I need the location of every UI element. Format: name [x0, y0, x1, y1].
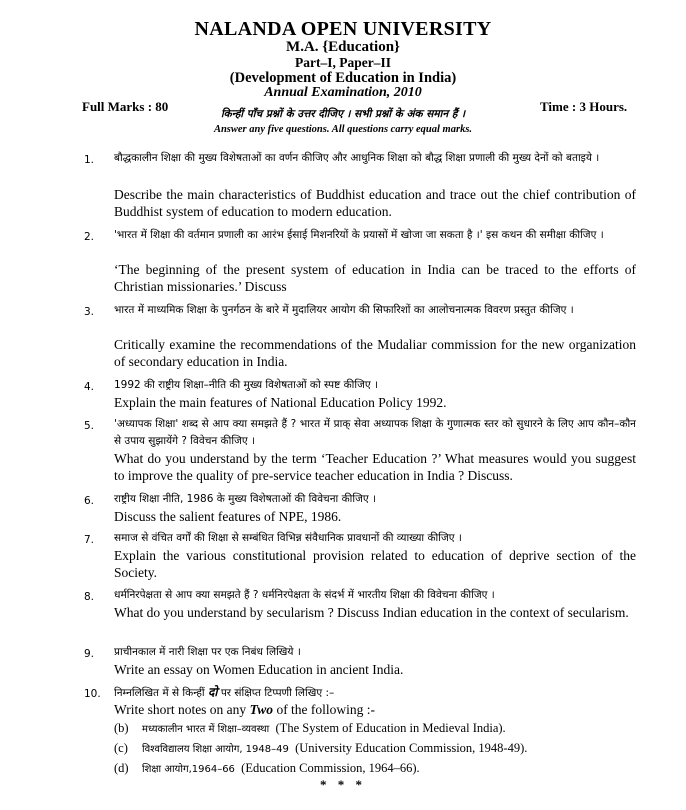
q10-option	[114, 761, 654, 776]
question-hindi: राष्ट्रीय शिक्षा नीति, 1986 के मुख्य विशेषताओं की विवेचना कीजिए ।	[114, 493, 377, 505]
question-english: Write an essay on Women Education in ancient India.	[114, 662, 404, 677]
university-title: NALANDA OPEN UNIVERSITY	[194, 18, 492, 40]
question-hindi: 'भारत में शिक्षा की वर्तमान प्रणाली का आरंभ ईसाई मिशनरियों के प्रयासों में खोजा जा सकता है ।' इस कथन की समीक्षा कीजिए ।	[114, 229, 604, 241]
option-english: (University Education Commission, 1948-49).	[295, 741, 528, 755]
question-number: 5.	[84, 420, 95, 432]
q10-english-bold: Two	[249, 702, 274, 717]
question-english: Critically examine the recommendations of the Mudaliar commission for the new organization of secondary education in India.	[114, 337, 636, 369]
question-english: What do you understand by the term ‘Teacher Education ?’ What measures would you suggest to improve the quality of pre-service teacher education in India ? Discuss.	[114, 451, 636, 483]
full-marks: Full Marks : 80	[82, 99, 169, 114]
question-english: ‘The beginning of the present system of education in India can be traced to the efforts of Christian missionaries.’ Discuss	[114, 262, 636, 294]
question-number: 7.	[84, 534, 95, 546]
instruction-english: Answer any five questions. All questions carry equal marks.	[213, 124, 473, 135]
question-hindi: बौद्धकालीन शिक्षा की मुख्य विशेषताओं का वर्णन कीजिए और आधुनिक शिक्षा को बौद्ध शिक्षा प्रणाली की मुख्य देनों को बताइये ।	[114, 152, 600, 164]
question-english: Discuss the salient features of NPE, 1986.	[114, 509, 342, 524]
q10-option	[114, 741, 654, 756]
instruction-hindi: किन्हीं पाँच प्रश्नों के उत्तर दीजिए । सभी प्रश्नों के अंक समान हैं ।	[220, 108, 466, 120]
question-number: 1.	[84, 154, 95, 166]
question-number: 9.	[84, 648, 95, 660]
end-stars: * * *	[320, 777, 366, 792]
option-label: (b)	[114, 721, 129, 735]
option-english: (The System of Education in Medieval India).	[275, 721, 506, 735]
option-label: (d)	[114, 761, 129, 775]
question-english: Explain the various constitutional provision related to education of deprive section of the Society.	[114, 548, 636, 580]
option-hindi: शिक्षा आयोग,1964–66	[142, 764, 235, 775]
subject-title: (Development of Education in India)	[229, 70, 457, 86]
q10-english-post: of the following :-	[276, 702, 376, 717]
q10-hindi-post: पर संक्षिप्त टिप्पणी लिखिए :–	[220, 687, 335, 699]
question-hindi: 1992 की राष्ट्रीय शिक्षा–नीति की मुख्य विशेषताओं को स्पष्ट कीजिए ।	[114, 379, 378, 391]
q10-option	[114, 721, 654, 736]
question-english: What do you understand by secularism ? Discuss Indian education in the context of secularism.	[114, 605, 629, 620]
option-label: (c)	[114, 741, 128, 755]
question-number: 4.	[84, 381, 95, 393]
time-allowed: Time : 3 Hours.	[540, 99, 628, 114]
question-hindi	[114, 684, 636, 702]
question-english	[114, 701, 636, 718]
degree-title: M.A. {Education}	[286, 39, 400, 55]
question-hindi: प्राचीनकाल में नारी शिक्षा पर एक निबंध लिखिये ।	[114, 646, 301, 658]
question-number: 8.	[84, 591, 95, 603]
part-paper: Part–I, Paper–II	[295, 55, 391, 70]
question-hindi: भारत में माध्यमिक शिक्षा के पुनर्गठन के बारे में मुदालियर आयोग की सिफारिशों का आलोचनात्मक विवरण प्रस्तुत कीजिए ।	[114, 304, 574, 316]
question-hindi: समाज से वंचित वर्गों की शिक्षा से सम्बंधित विभिन्न संवैधानिक प्रावधानों की व्याख्या कीजिए ।	[114, 532, 462, 544]
exam-title: Annual Examination, 2010	[264, 85, 422, 100]
question-number: 6.	[84, 495, 95, 507]
q10-hindi-bold: दो	[208, 685, 218, 699]
question-english: Explain the main features of National Education Policy 1992.	[114, 395, 447, 410]
q10-english-pre: Write short notes on any	[114, 702, 247, 717]
question-hindi: धर्मनिरपेक्षता से आप क्या समझते हैं ? धर्मनिरपेक्षता के संदर्भ में भारतीय शिक्षा की विवेचना कीजिए ।	[114, 589, 495, 601]
option-english: (Education Commission, 1964–66).	[241, 761, 420, 775]
question-hindi: 'अध्यापक शिक्षा' शब्द से आप क्या समझते हैं ? भारत में प्राक् सेवा अध्यापक शिक्षा के गुणात्मक स्तर को सुधारने के लिए आप कौन–कौन से उपाय सुझायेंगे ? विवेचन कीजिए ।	[114, 418, 636, 447]
question-number: 3.	[84, 306, 95, 318]
option-hindi: विश्वविद्यालय शिक्षा आयोग, 1948–49	[142, 744, 289, 755]
question-number: 10.	[84, 688, 101, 700]
question-english: Describe the main characteristics of Buddhist education and trace out the chief contribution of Buddhist system of education to modern education.	[114, 187, 636, 219]
option-hindi: मध्यकालीन भारत में शिक्षा–व्यवस्था	[142, 724, 270, 735]
q10-hindi-pre: निम्नलिखित में से किन्हीं	[114, 687, 205, 699]
question-number: 2.	[84, 231, 95, 243]
